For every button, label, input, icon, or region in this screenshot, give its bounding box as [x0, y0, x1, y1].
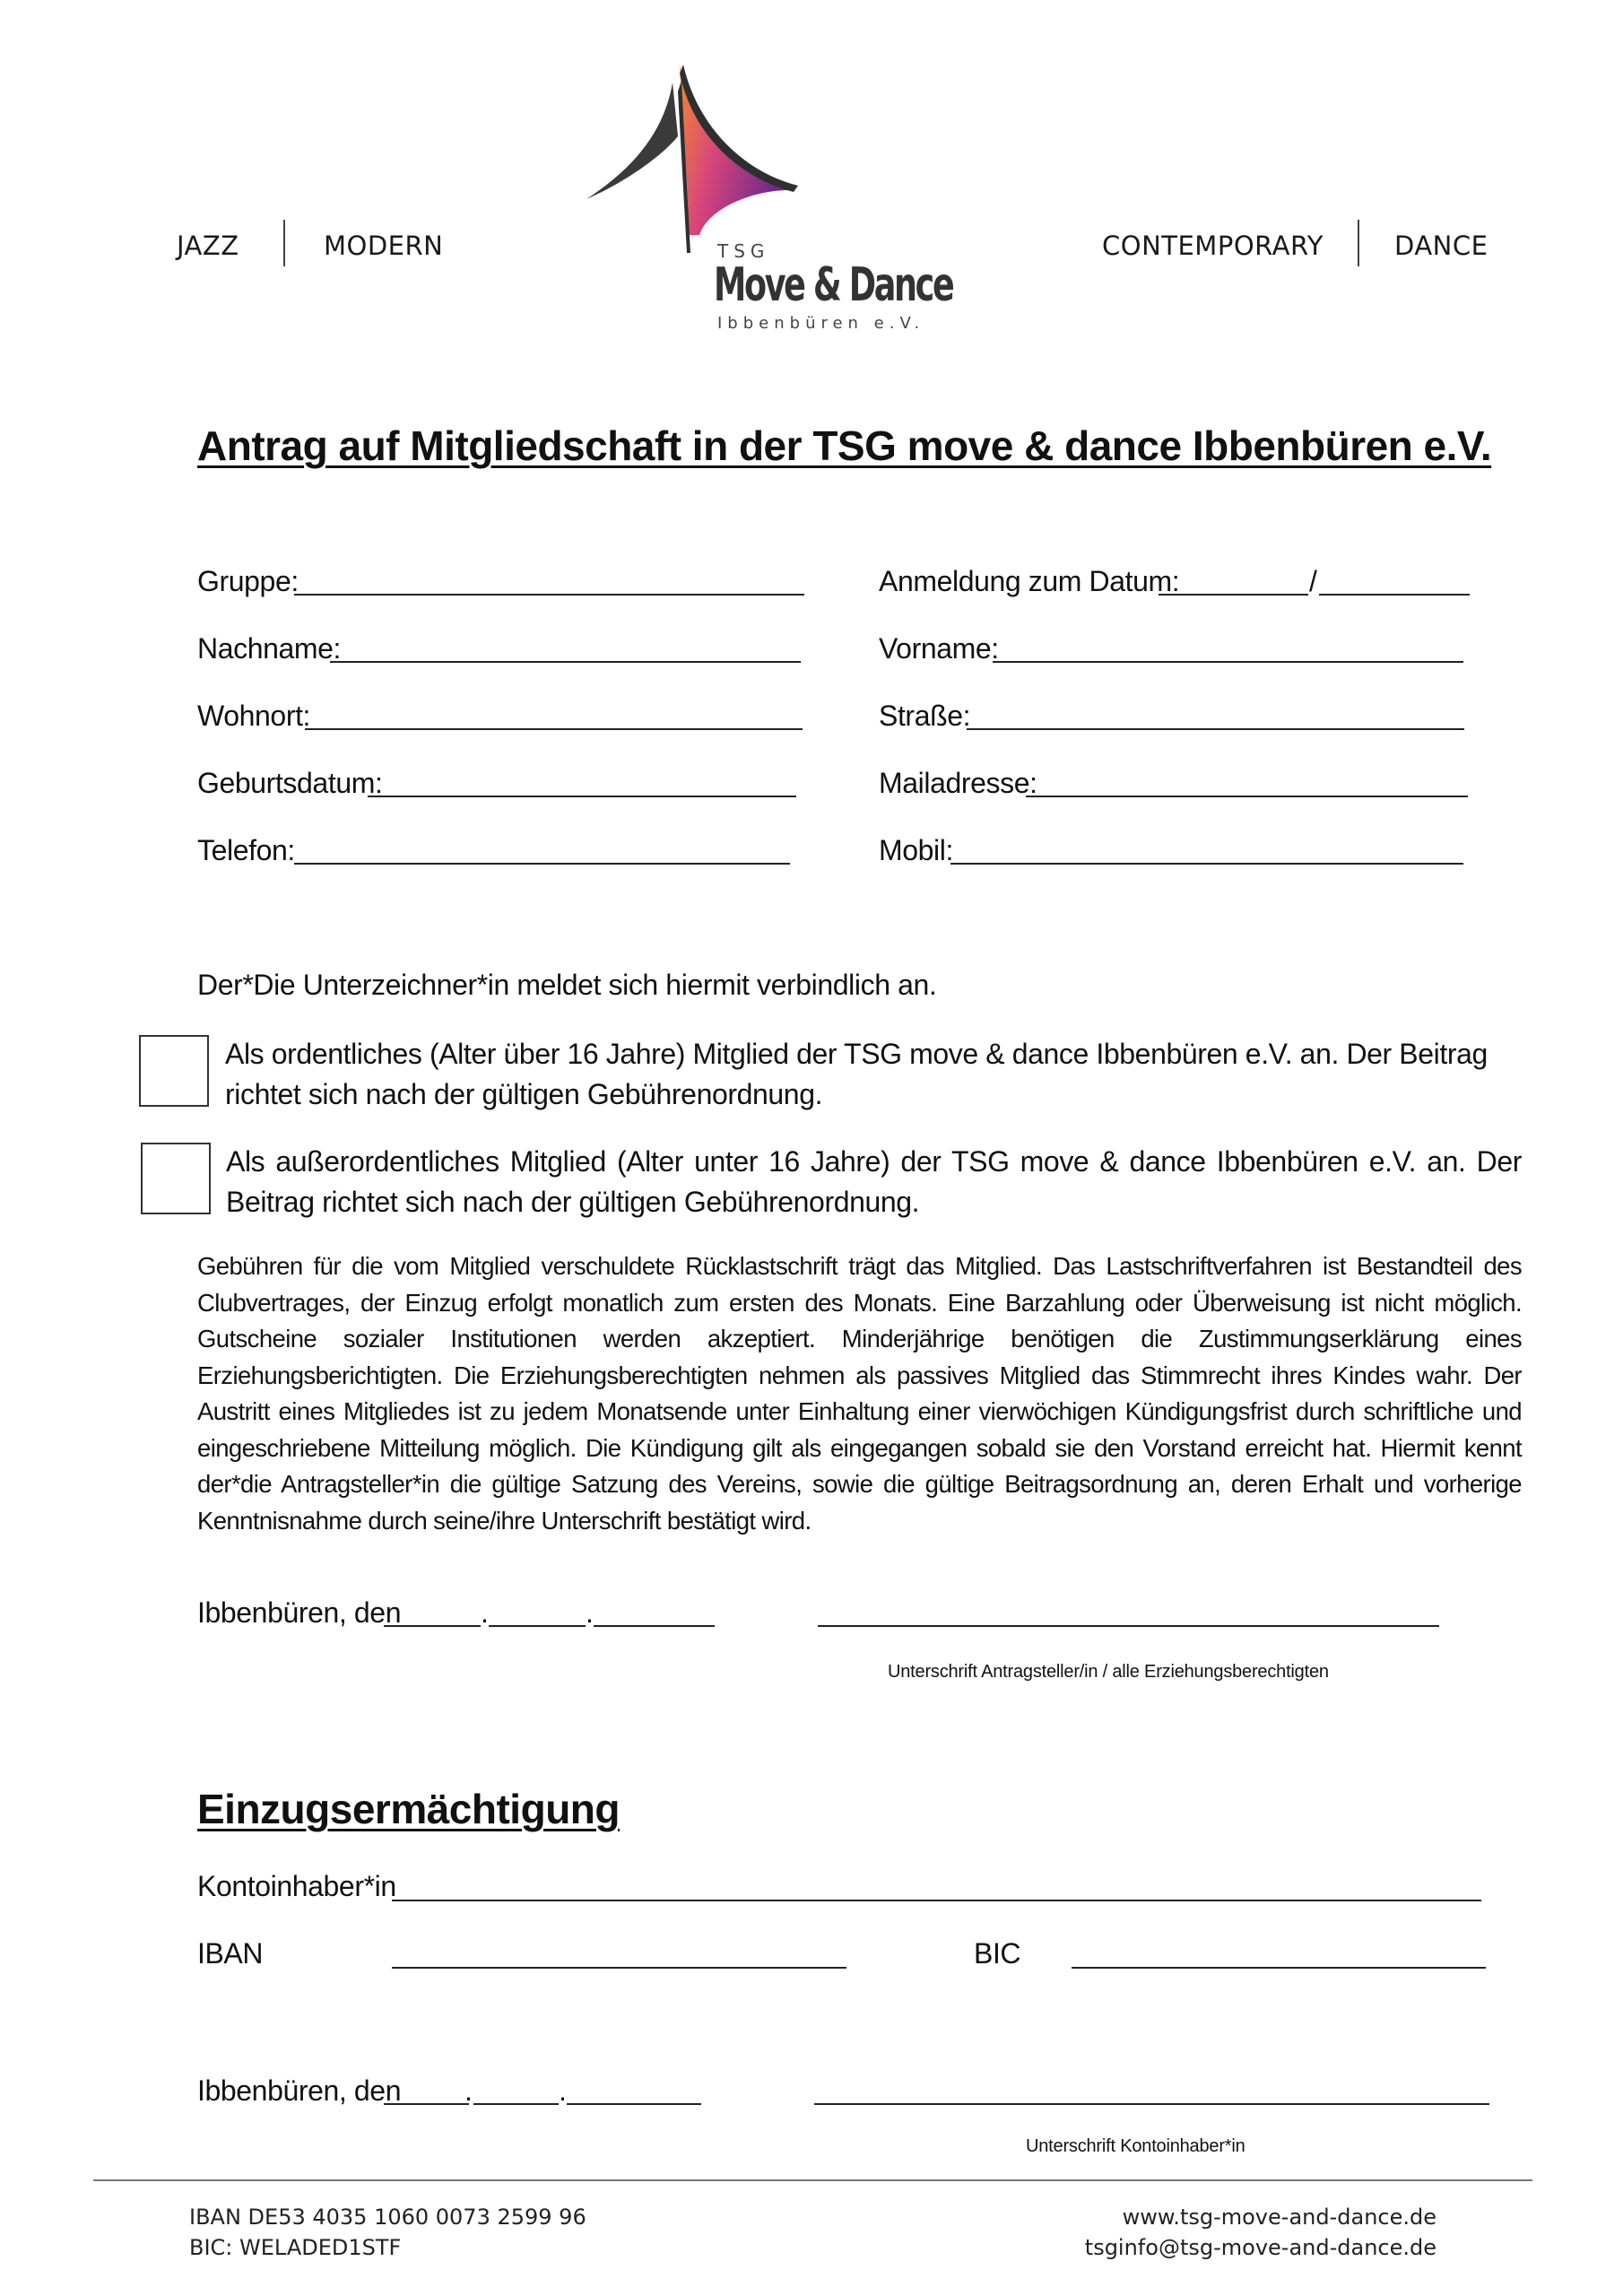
- logo-text-sub: Ibbenbüren e.V.: [717, 314, 925, 333]
- geburtsdatum-field[interactable]: [368, 796, 796, 797]
- mandate-date-day-field[interactable]: [384, 2103, 469, 2105]
- extraordinary-member-checkbox[interactable]: [141, 1143, 211, 1214]
- wohnort-label: Wohnort:: [197, 700, 311, 732]
- footer-divider: [93, 2179, 1532, 2181]
- mandate-date-year-field[interactable]: [567, 2103, 701, 2105]
- mailadresse-field[interactable]: [1026, 796, 1468, 797]
- account-holder-signature-line[interactable]: [814, 2103, 1489, 2105]
- logo-text-main: Move & Dance: [714, 258, 953, 312]
- gruppe-field[interactable]: [294, 594, 804, 596]
- logo-text-top: TSG: [717, 240, 770, 262]
- iban-field[interactable]: [392, 1967, 846, 1969]
- footer-iban: IBAN DE53 4035 1060 0073 2599 96: [189, 2205, 586, 2230]
- footer-email-link[interactable]: tsginfo@tsg-move-and-dance.de: [1084, 2235, 1436, 2260]
- mailadresse-label: Mailadresse:: [879, 767, 1037, 799]
- header-tag-contemporary: CONTEMPORARY: [1102, 230, 1324, 261]
- bic-label: BIC: [974, 1937, 1021, 1970]
- applicant-signature-line[interactable]: [818, 1625, 1439, 1627]
- account-holder-signature-caption: Unterschrift Kontoinhaber*in: [1026, 2136, 1245, 2156]
- applicant-signature-caption: Unterschrift Antragsteller/in / alle Erziehungsberechtigten: [888, 1662, 1329, 1682]
- vorname-label: Vorname:: [879, 632, 999, 665]
- vorname-field[interactable]: [993, 661, 1463, 663]
- registration-intro: Der*Die Unterzeichner*in meldet sich hiermit verbindlich an.: [197, 969, 937, 1001]
- telefon-label: Telefon:: [197, 834, 295, 866]
- header-divider-left: [283, 220, 285, 266]
- anmeldung-separator: /: [1309, 565, 1317, 597]
- iban-label: IBAN: [197, 1937, 264, 1970]
- place-date-label: Ibbenbüren, den: [197, 1596, 402, 1629]
- header-tag-dance: DANCE: [1394, 230, 1488, 261]
- geburtsdatum-label: Geburtsdatum:: [197, 767, 383, 799]
- header-tag-jazz: JAZZ: [177, 230, 239, 261]
- nachname-label: Nachname:: [197, 632, 342, 665]
- date-year-field[interactable]: [594, 1625, 715, 1627]
- date-sep-2: .: [586, 1596, 594, 1629]
- header-divider-right: [1358, 220, 1359, 266]
- mobil-label: Mobil:: [879, 834, 953, 866]
- footer-bic: BIC: WELADED1STF: [189, 2235, 402, 2260]
- mobil-field[interactable]: [950, 863, 1463, 865]
- mandate-title: Einzugsermächtigung: [197, 1786, 620, 1832]
- terms-paragraph: Gebühren für die vom Mitglied verschuldete Rücklastschrift trägt das Mitglied. Das Lastschriftverfahren ist Bestandteil des Clubvertrages, der Einzug erfolgt monatlich zum ersten des Monats. Eine Barzahlung oder Überweisung ist nicht möglich. Gutscheine sozialer Institutionen werden akzeptiert. Minderjährige benötigen die Zustimmungserklärung eines Erziehungsberichtigten. Die Erziehungsberechtigten nehmen als passives Mitglied das Stimmrecht ihres Kindes wahr. Der Austritt eines Mitgliedes ist zu jedem Monatsende unter Einhaltung einer vierwöchigen Kündigungsfrist durch schriftliche und eingeschriebene Mitteilung möglich. Die Kündigung gilt als eingegangen sobald sie den Vorstand erreicht hat. Hiermit kennt der*die Antragsteller*in die gültige Satzung des Vereins, sowie die gültige Beitragsordnung an, deren Erhalt und vorherige Kenntnisnahme durch seine/ihre Unterschrift bestätigt wird.: [197, 1252, 1522, 1535]
- ordinary-member-checkbox[interactable]: [139, 1035, 209, 1107]
- strasse-label: Straße:: [879, 700, 971, 732]
- anmeldung-year-field[interactable]: [1319, 594, 1470, 596]
- anmeldung-month-field[interactable]: [1159, 594, 1308, 596]
- mandate-date-sep-2: .: [559, 2074, 567, 2107]
- date-month-field[interactable]: [489, 1625, 586, 1627]
- telefon-field[interactable]: [294, 863, 790, 865]
- mandate-place-date-label: Ibbenbüren, den: [197, 2074, 402, 2107]
- strasse-field[interactable]: [967, 728, 1464, 730]
- date-sep-1: .: [481, 1596, 489, 1629]
- nachname-field[interactable]: [330, 661, 801, 663]
- bic-field[interactable]: [1072, 1967, 1486, 1969]
- gruppe-label: Gruppe:: [197, 565, 299, 597]
- footer-website-link[interactable]: www.tsg-move-and-dance.de: [1122, 2205, 1436, 2230]
- wohnort-field[interactable]: [305, 728, 803, 730]
- date-day-field[interactable]: [384, 1625, 481, 1627]
- mandate-date-month-field[interactable]: [473, 2103, 559, 2105]
- ordinary-member-text: Als ordentliches (Alter über 16 Jahre) Mitglied der TSG move & dance Ibbenbüren e.V. an. Der Beitrag richtet sich nach der gültigen Gebührenordnung.: [225, 1038, 1488, 1110]
- kontoinhaber-label: Kontoinhaber*in: [197, 1870, 396, 1902]
- header-tag-modern: MODERN: [324, 230, 444, 261]
- form-title: Antrag auf Mitgliedschaft in der TSG move & dance Ibbenbüren e.V.: [197, 422, 1492, 469]
- extraordinary-member-text: Als außerordentliches Mitglied (Alter unter 16 Jahre) der TSG move & dance Ibbenbüren e.V. an. Der Beitrag richtet sich nach der gültigen Gebührenordnung.: [226, 1145, 1522, 1218]
- mandate-date-sep-1: .: [464, 2074, 473, 2107]
- anmeldung-label: Anmeldung zum Datum:: [879, 565, 1180, 597]
- kontoinhaber-field[interactable]: [392, 1900, 1481, 1901]
